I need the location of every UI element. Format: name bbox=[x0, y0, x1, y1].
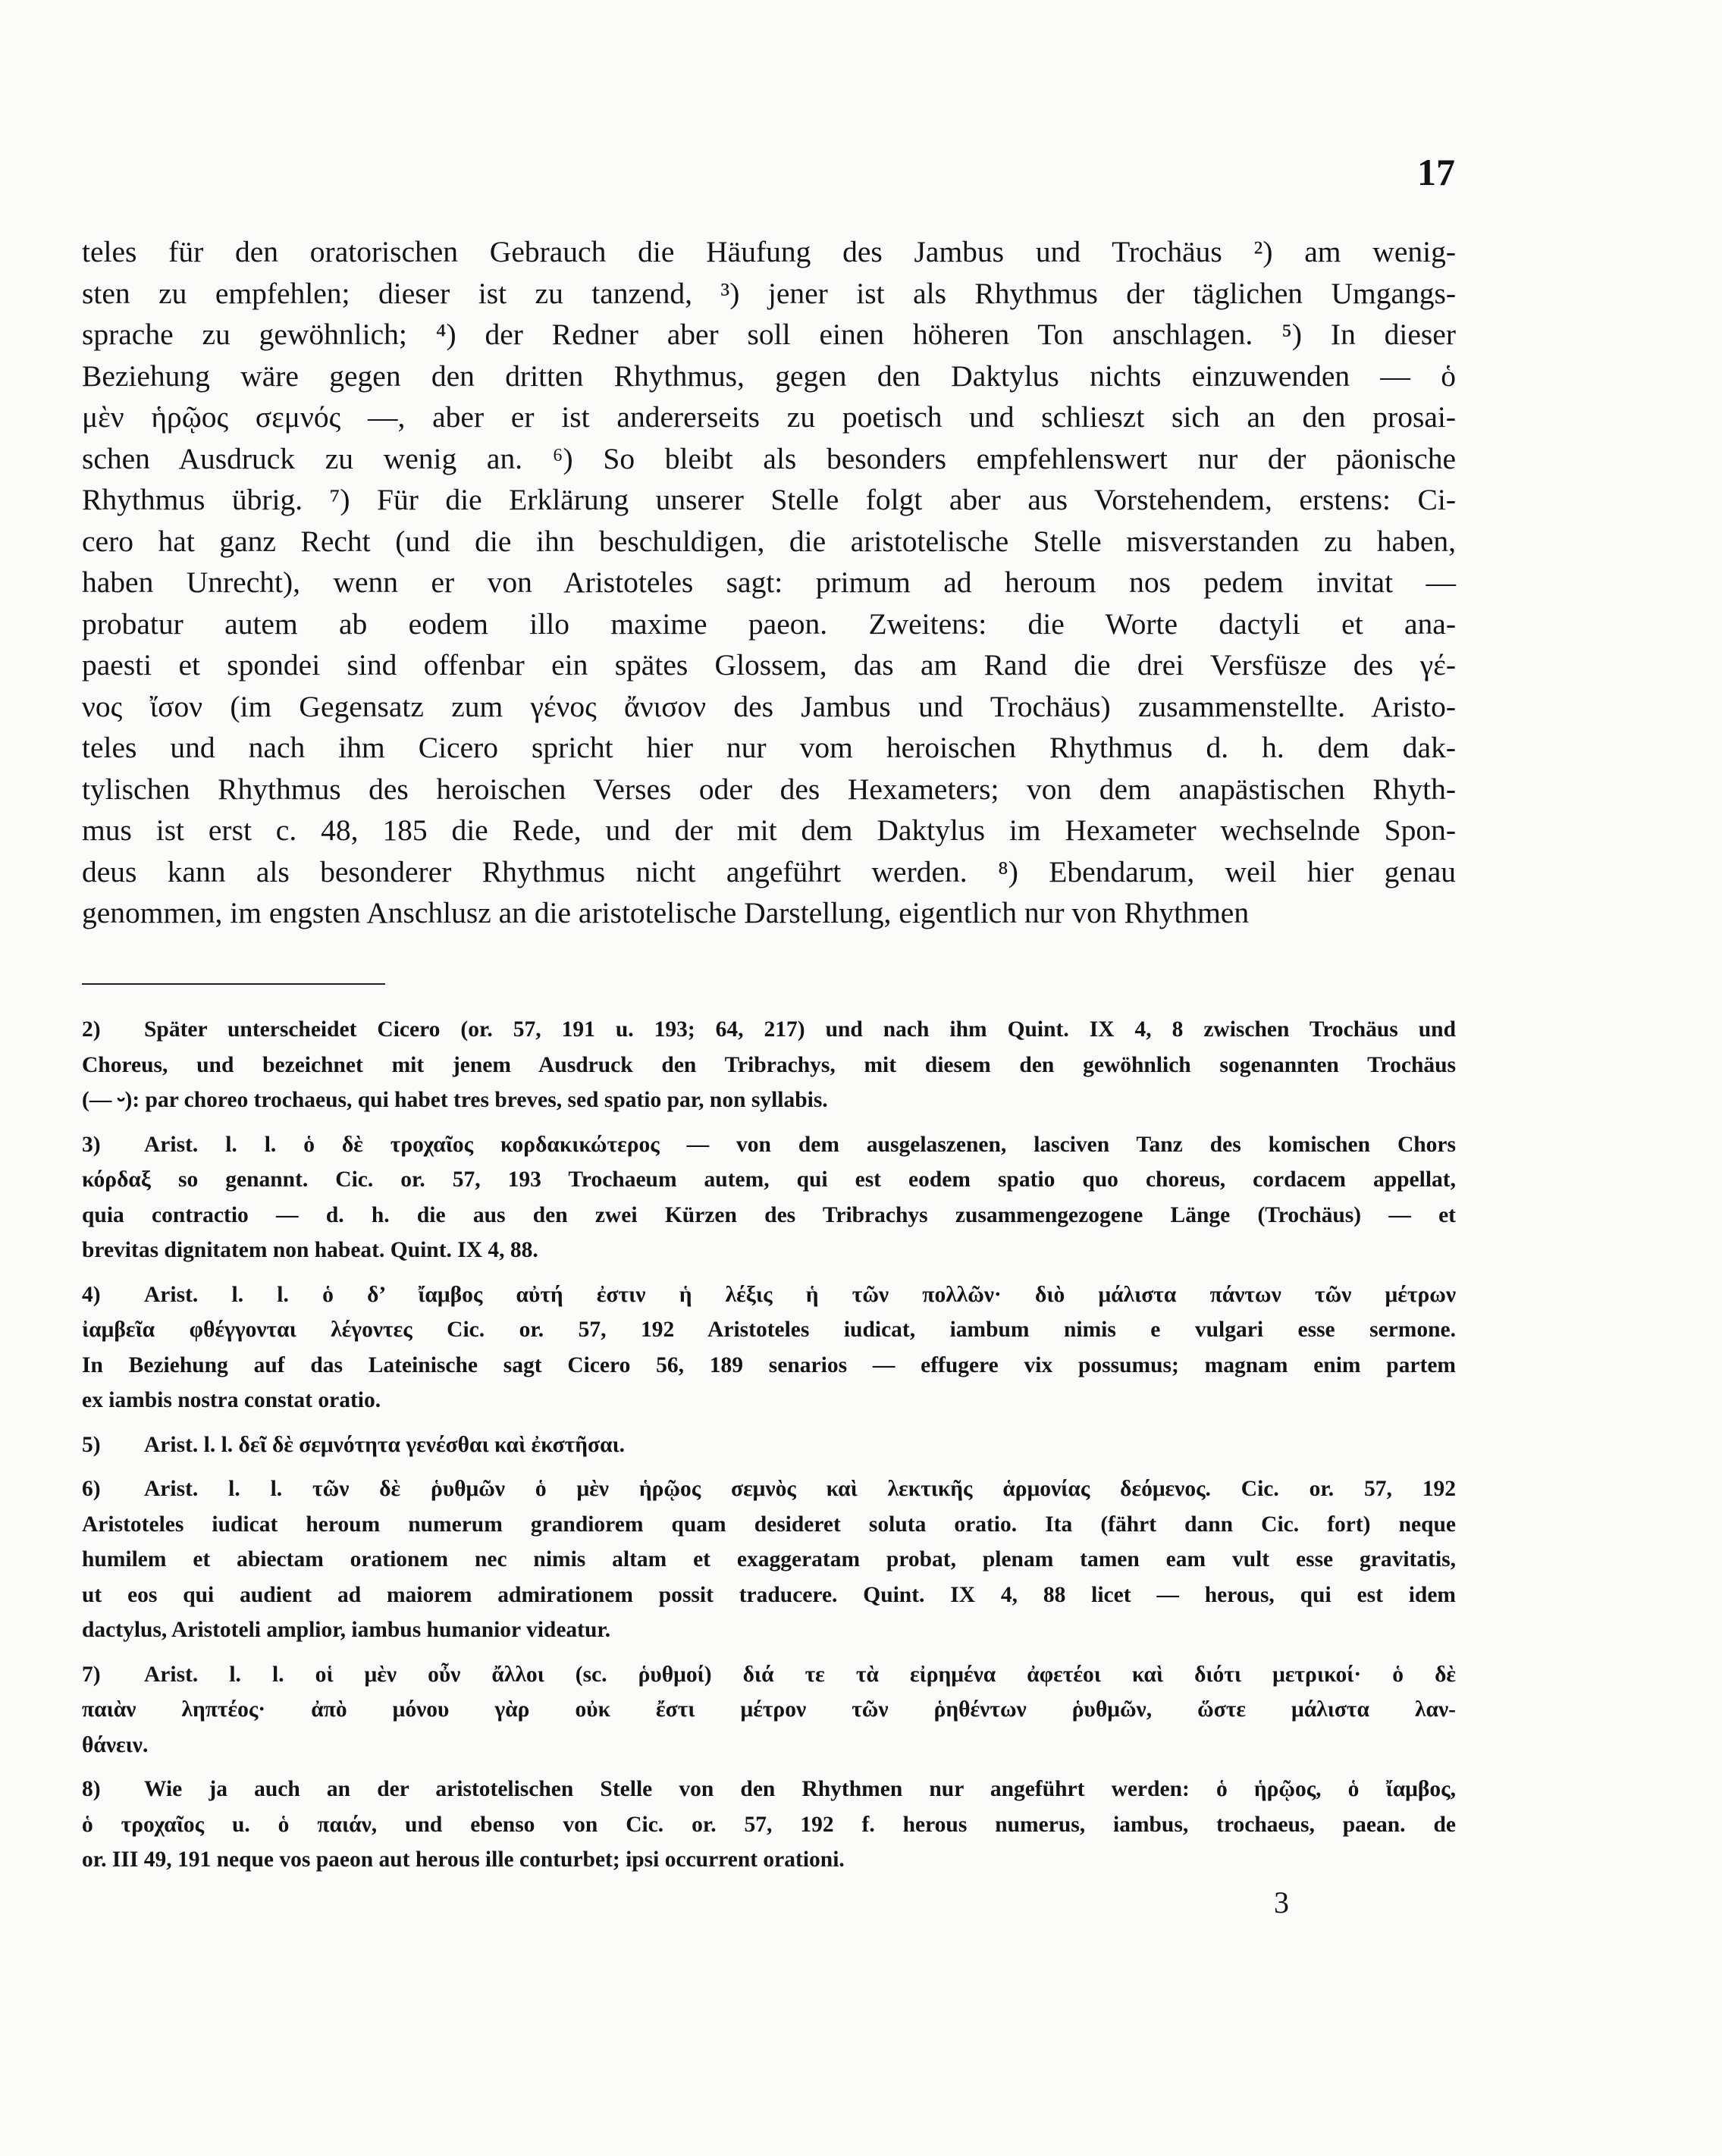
text-line: νος ἴσον (im Gegensatz zum γένος ἄνισον des Jambus und Trochäus) zusammenstellte. Aristo- bbox=[82, 689, 1456, 723]
footnote-text: Arist. l. l. τῶν δὲ ῥυθμῶν ὁ μὲν ἡρῷος σεμνὸς καὶ λεκτικῆς ἁρμονίας δεόμενος. Cic. or. 57, 192 bbox=[144, 1477, 1456, 1501]
footnote-number: 4) bbox=[82, 1282, 101, 1307]
footnote bbox=[82, 1427, 1456, 1463]
footnote bbox=[82, 1772, 1456, 1878]
text-line: paesti et spondei sind offenbar ein spätes Glossem, das am Rand die drei Versfüsze des γέ- bbox=[82, 648, 1456, 682]
text-line: sprache zu gewöhnlich; ⁴) der Redner aber soll einen höheren Ton anschlagen. ⁵) In dieser bbox=[82, 318, 1456, 351]
footnote-line: ex iambis nostra constat oratio. bbox=[82, 1388, 381, 1412]
text-line: tylischen Rhythmus des heroischen Verses oder des Hexameters; von dem anapästischen Rhyth- bbox=[82, 772, 1456, 806]
footnote-line: ὁ τροχαῖος u. ὁ παιάν, und ebenso von Cic. or. 57, 192 f. herous numerus, iambus, trochaeus, paean. de bbox=[82, 1812, 1456, 1837]
text-line: μὲν ἡρῷος σεμνός —, aber er ist andererseits zu poetisch und schlieszt sich an den prosai- bbox=[82, 400, 1456, 434]
footnote-text: Arist. l. l. οἱ μὲν οὖν ἄλλοι (sc. ῥυθμοί) διά τε τὰ εἰρημένα ἀφετέοι καὶ διότι μετρικοί· ὁ δὲ bbox=[144, 1662, 1456, 1687]
footnote-text: Arist. l. l. ὁ δὲ τροχαῖος κορδακικώτερος — von dem ausgelaszenen, lasciven Tanz des komischen Chors bbox=[144, 1132, 1456, 1157]
footnote-number: 7) bbox=[82, 1662, 101, 1687]
footnote-line: quia contractio — d. h. die aus den zwei Kürzen des Tribrachys zusammengezogene Länge (Trochäus) — et bbox=[82, 1202, 1456, 1227]
footnote-number: 3) bbox=[82, 1132, 101, 1157]
text-line: haben Unrecht), wenn er von Aristoteles sagt: primum ad heroum nos pedem invitat — bbox=[82, 566, 1456, 599]
footnote-line: ἰαμβεῖα φθέγγονται λέγοντες Cic. or. 57, 192 Aristoteles iudicat, iambum nimis e vulgari esse sermone. bbox=[82, 1318, 1456, 1342]
footnote-line bbox=[82, 1012, 1456, 1048]
footnote-text: Arist. l. l. ὁ δ’ ἴαμβος αὐτή ἐστιν ἡ λέξις ἡ τῶν πολλῶν· διὸ μάλιστα πάντων τῶν μέτρων bbox=[144, 1282, 1456, 1307]
text-line: Beziehung wäre gegen den dritten Rhythmus, gegen den Daktylus nichts einzuwenden — ὁ bbox=[82, 359, 1456, 393]
sheet-signature: 3 bbox=[1274, 1885, 1289, 1919]
footnote-number: 5) bbox=[82, 1432, 101, 1457]
footnote-text: Arist. l. l. δεῖ δὲ σεμνότητα γενέσθαι καὶ ἐκστῆσαι. bbox=[144, 1432, 626, 1457]
footnote-text: Später unterscheidet Cicero (or. 57, 191 u. 193; 64, 217) und nach ihm Quint. IX 4, 8 zwischen Trochäus und bbox=[144, 1017, 1456, 1042]
footnote-line: dactylus, Aristoteli amplior, iambus humanior videatur. bbox=[82, 1618, 611, 1642]
text-line: Rhythmus übrig. ⁷) Für die Erklärung unserer Stelle folgt aber aus Vorstehendem, erstens: Ci- bbox=[82, 483, 1456, 516]
footnote-text: Wie ja auch an der aristotelischen Stelle von den Rhythmen nur angeführt werden: ὁ ἡρῷος, ὁ ἴαμβος, bbox=[144, 1777, 1456, 1801]
footnote bbox=[82, 1012, 1456, 1118]
footnote bbox=[82, 1471, 1456, 1648]
footnote-line: ut eos qui audient ad maiorem admirationem possit traducere. Quint. IX 4, 88 licet — herous, qui est idem bbox=[82, 1582, 1456, 1607]
footnote-line bbox=[82, 1127, 1456, 1163]
footnote-divider bbox=[82, 983, 385, 985]
footnote-number: 6) bbox=[82, 1477, 101, 1501]
footnote-line: (— ⏑): par choreo trochaeus, qui habet tres breves, sed spatio par, non syllabis. bbox=[82, 1088, 828, 1112]
text-line: genommen, im engsten Anschlusz an die aristotelische Darstellung, eigentlich nur von Rhythmen bbox=[82, 896, 1250, 929]
footnote-line: Aristoteles iudicat heroum numerum grandiorem quam desideret soluta oratio. Ita (fährt dann Cic. fort) neque bbox=[82, 1512, 1456, 1537]
footnote-line: παιὰν ληπτέος· ἀπὸ μόνου γὰρ οὐκ ἔστι μέτρον τῶν ῥηθέντων ῥυθμῶν, ὥστε μάλιστα λαν- bbox=[82, 1697, 1456, 1722]
text-line: deus kann als besonderer Rhythmus nicht angeführt werden. ⁸) Ebendarum, weil hier genau bbox=[82, 854, 1456, 888]
footnote-line: κόρδαξ so genannt. Cic. or. 57, 193 Trochaeum autem, qui est eodem spatio quo choreus, cordacem appellat, bbox=[82, 1167, 1456, 1192]
footnote-line bbox=[82, 1471, 1456, 1507]
footnotes bbox=[82, 1012, 1456, 1887]
footnote-line bbox=[82, 1277, 1456, 1313]
footnote-line: humilem et abiectam orationem nec nimis altam et exaggeratam probat, plenam tamen eam vult esse gravitatis, bbox=[82, 1547, 1456, 1572]
text-line: mus ist erst c. 48, 185 die Rede, und der mit dem Daktylus im Hexameter wechselnde Spon- bbox=[82, 813, 1456, 847]
text-line: probatur autem ab eodem illo maxime paeon. Zweitens: die Worte dactyli et ana- bbox=[82, 606, 1456, 641]
text-line: sten zu empfehlen; dieser ist zu tanzend, ³) jener ist als Rhythmus der täglichen Umgangs- bbox=[82, 276, 1456, 310]
footnote-line: brevitas dignitatem non habeat. Quint. IX 4, 88. bbox=[82, 1238, 538, 1262]
page-number: 17 bbox=[1417, 151, 1455, 193]
main-text bbox=[82, 231, 1456, 934]
footnote-line bbox=[82, 1657, 1456, 1693]
text-line: cero hat ganz Recht (und die ihn beschuldigen, die aristotelische Stelle misverstanden zu haben, bbox=[82, 524, 1456, 558]
footnote bbox=[82, 1277, 1456, 1418]
footnote-number: 2) bbox=[82, 1017, 101, 1042]
footnote-line: or. III 49, 191 neque vos paeon aut herous ille conturbet; ipsi occurrent orationi. bbox=[82, 1847, 845, 1872]
footnote-line: In Beziehung auf das Lateinische sagt Cicero 56, 189 senarios — effugere vix possumus; magnam enim partem bbox=[82, 1352, 1456, 1377]
footnote-line: θάνειν. bbox=[82, 1732, 149, 1757]
footnote bbox=[82, 1657, 1456, 1763]
footnote-number: 8) bbox=[82, 1777, 101, 1801]
footnote bbox=[82, 1127, 1456, 1268]
footnote-line: Choreus, und bezeichnet mit jenem Ausdruck den Tribrachys, mit diesem den gewöhnlich sogenannten Trochäus bbox=[82, 1052, 1456, 1077]
text-line: teles für den oratorischen Gebrauch die Häufung des Jambus und Trochäus ²) am wenig- bbox=[82, 235, 1456, 268]
text-line: schen Ausdruck zu wenig an. ⁶) So bleibt als besonders empfehlenswert nur der päonische bbox=[82, 441, 1456, 475]
text-line: teles und nach ihm Cicero spricht hier nur vom heroischen Rhythmus d. h. dem dak- bbox=[82, 731, 1456, 764]
footnote-line bbox=[82, 1427, 1456, 1463]
footnote-line bbox=[82, 1772, 1456, 1807]
